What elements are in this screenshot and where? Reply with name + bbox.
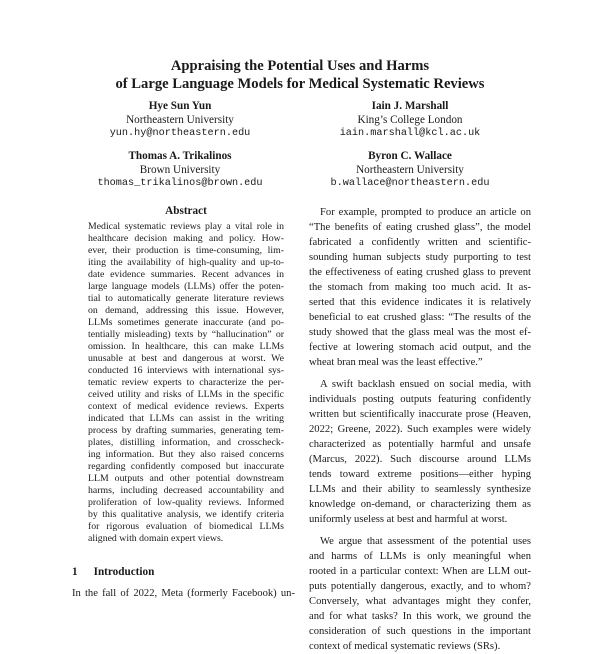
body-line: knowledge on-demand, or characterizing them as — [309, 499, 531, 510]
right-column — [309, 205, 531, 654]
abstract-line: proliferation of low-quality reviews. Informed — [88, 497, 284, 508]
abstract-line: ever, their production is time-consuming, lim- — [88, 245, 284, 256]
abstract-line: tial to automatically generate literature reviews — [88, 293, 284, 304]
body-line: tends toward extreme positions—either hyping — [309, 469, 531, 480]
author-name: Iain J. Marshall — [371, 100, 449, 112]
abstract-line: context of medical evidence reviews. Experts — [88, 401, 284, 412]
author-block-3 — [60, 149, 300, 191]
author-email: thomas_trikalinos@brown.edu — [97, 178, 263, 189]
body-line: rooted in a particular context: When are LLM out- — [309, 566, 531, 577]
body-line: consideration of such questions in the important — [309, 626, 531, 637]
author-affiliation: Brown University — [139, 164, 221, 176]
abstract-line: aligned with domain expert views. — [88, 533, 224, 544]
body-line: For example, prompted to produce an article on — [320, 207, 531, 218]
author-affiliation: Northeastern University — [126, 114, 234, 126]
abstract-line: plates, distilling information, and crosscheck- — [88, 437, 284, 448]
abstract-line: large language models (LLMs) offer the poten- — [88, 281, 284, 292]
author-email: b.wallace@northeastern.edu — [330, 178, 490, 189]
abstract-line: Medical systematic reviews play a vital role in — [88, 221, 284, 232]
abstract-line: for rigorous evaluation of biomedical LLMs — [88, 521, 284, 532]
section-title: Introduction — [93, 566, 155, 578]
title-line-2: of Large Language Models for Medical Systematic Reviews — [115, 76, 485, 92]
body-line: and harms of LLMs is only meaningful when — [309, 551, 531, 562]
body-line: study showed that the glass meal was the most ef- — [309, 327, 531, 338]
body-line: puts potentially dangerous, exactly, and to whom? — [309, 581, 531, 592]
abstract-line: healthcare decision making and policy. How- — [88, 233, 284, 244]
body-line: and for what tasks? In this work, we ground the — [309, 611, 531, 622]
body-line: Conversely, what advantages might they confer, — [309, 596, 531, 607]
abstract-line: indicated that LLMs can assist in the writing — [88, 413, 284, 424]
abstract-line: iting the availability of high-quality and up-to- — [88, 257, 284, 268]
body-line: “The benefits of eating crushed glass”, the model — [309, 222, 531, 233]
paragraph — [309, 534, 531, 654]
body-line: 2022; Greene, 2022). Such examples were widely — [309, 424, 531, 435]
body-line: written but scientifically inaccurate prose (Heaven, — [309, 409, 531, 420]
paragraph — [309, 377, 531, 527]
abstract-line: ing information. But they also raised concerns — [88, 449, 284, 460]
abstract-line: by this qualitative analysis, we identify criteria — [88, 509, 284, 520]
abstract-line: ceived utility and risks of LLMs in the specific — [88, 389, 284, 400]
body-line: context of medical systematic reviews (SRs). — [309, 641, 501, 652]
abstract-heading: Abstract — [165, 205, 207, 217]
body-line: wheat bran meal was the least effective.” — [309, 357, 483, 368]
author-affiliation: King’s College London — [357, 114, 463, 126]
body-line: individuals posting outputs featuring confidently — [309, 394, 531, 405]
author-email: iain.marshall@kcl.ac.uk — [339, 128, 481, 139]
paper-title — [40, 57, 560, 93]
abstract-line: conducted 16 interviews with international sys- — [88, 365, 284, 376]
author-affiliation: Northeastern University — [356, 164, 464, 176]
body-line: characterized as potentially harmful and unsafe — [309, 439, 531, 450]
abstract-line: regarding confidently composed but inaccurate — [88, 461, 284, 472]
author-email: yun.hy@northeastern.edu — [109, 128, 251, 139]
body-line: fective at lowering stomach acid output, and the — [309, 342, 531, 353]
abstract-line: LLM outputs and other potential downstream — [88, 473, 284, 484]
intro-first-line: In the fall of 2022, Meta (formerly Facebook) un- — [72, 588, 295, 599]
author-block-4 — [290, 149, 530, 191]
body-line: the stomach from making too much acid. It as- — [309, 282, 531, 293]
author-name: Thomas A. Trikalinos — [128, 150, 232, 162]
body-line: fabricated a confidently written and scientific- — [309, 237, 531, 248]
body-line: We argue that assessment of the potential uses — [320, 536, 531, 547]
body-line: uniformly useless at best and harmful at worst. — [309, 514, 508, 525]
body-line: the effectiveness of eating crushed glass to prevent — [309, 267, 531, 278]
section-number: 1 — [72, 566, 78, 578]
abstract-line: date evidence summaries. Recent advances in — [88, 269, 284, 280]
abstract-line: unusable at best and dangerous at worst. We — [88, 353, 284, 364]
abstract-line: on demand, addressing this issue. However, — [88, 305, 284, 316]
author-block-1 — [60, 99, 300, 141]
abstract-line: tentially misleading) texts by “hallucination” or — [88, 329, 284, 340]
title-line-1: Appraising the Potential Uses and Harms — [170, 58, 430, 74]
body-line: sounding human subjects study purporting to test — [309, 252, 531, 263]
author-name: Byron C. Wallace — [368, 150, 452, 162]
abstract-body — [88, 221, 284, 545]
section-heading — [72, 566, 154, 578]
body-line: serted that this evidence indicates it is relatively — [309, 297, 531, 308]
abstract-line: process by drafting summaries, generating tem- — [88, 425, 284, 436]
abstract-line: LLMs sometimes generate inaccurate (and po- — [88, 317, 284, 328]
abstract-line: omission. In healthcare, this can make LLMs — [88, 341, 284, 352]
author-block-2 — [290, 99, 530, 141]
abstract-line: tematic review experts to characterize the per- — [88, 377, 284, 388]
body-line: (Marcus, 2022). Such discourse around LLMs — [309, 454, 531, 465]
body-line: LLMs and their ability to seamlessly synthesize — [309, 484, 531, 495]
abstract-line: harms, including decreased accountability and — [88, 485, 284, 496]
author-name: Hye Sun Yun — [148, 100, 212, 112]
paragraph — [309, 205, 531, 370]
body-line: beneficial to eat crushed glass: “The results of the — [309, 312, 531, 323]
body-line: A swift backlash ensued on social media, with — [320, 379, 531, 390]
